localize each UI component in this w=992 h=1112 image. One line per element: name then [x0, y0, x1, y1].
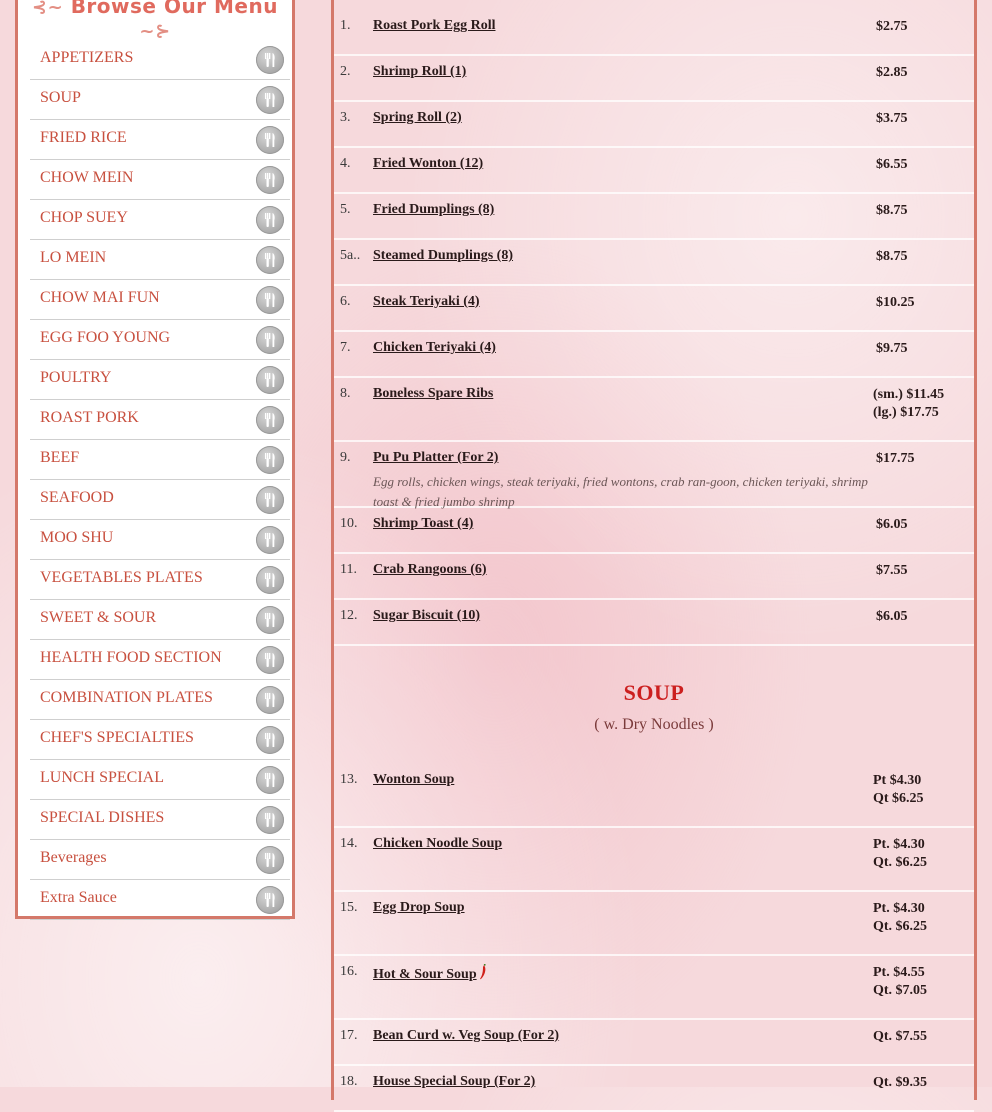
- category-label[interactable]: FRIED RICE: [40, 129, 127, 146]
- menu-item: [334, 508, 974, 554]
- menu-item: [334, 764, 974, 828]
- fork-knife-icon: [256, 726, 284, 754]
- fork-knife-icon: [256, 166, 284, 194]
- category-item[interactable]: [30, 560, 290, 600]
- category-label[interactable]: BEEF: [40, 449, 80, 466]
- fork-knife-icon: [256, 486, 284, 514]
- section-title-soup: SOUP: [623, 680, 685, 705]
- menu-item: [334, 828, 974, 892]
- item-number: 11.: [340, 562, 357, 577]
- appetizers-list: [334, 10, 974, 646]
- menu-item: [334, 378, 974, 442]
- category-label[interactable]: Beverages: [40, 849, 107, 866]
- fork-knife-icon: [256, 206, 284, 234]
- item-name-link[interactable]: Crab Rangoons (6): [373, 562, 487, 577]
- category-item[interactable]: [30, 800, 290, 840]
- item-number: 18.: [340, 1074, 358, 1089]
- category-label[interactable]: POULTRY: [40, 369, 112, 386]
- item-name-link[interactable]: Shrimp Toast (4): [373, 516, 474, 531]
- menu-item: [334, 148, 974, 194]
- category-item[interactable]: [30, 360, 290, 400]
- menu-item: [334, 554, 974, 600]
- item-name-link[interactable]: Chicken Teriyaki (4): [373, 340, 496, 355]
- item-number: 17.: [340, 1028, 358, 1043]
- category-list: [30, 40, 290, 920]
- category-item[interactable]: [30, 640, 290, 680]
- item-name-link[interactable]: Egg Drop Soup: [373, 900, 465, 915]
- fork-knife-icon: [256, 86, 284, 114]
- item-price: $6.05: [876, 517, 908, 532]
- fork-knife-icon: [256, 886, 284, 914]
- item-price: $6.05: [876, 609, 908, 624]
- category-item[interactable]: [30, 520, 290, 560]
- fork-knife-icon: [256, 246, 284, 274]
- item-number: 15.: [340, 900, 358, 915]
- section-subtitle-soup: ( w. Dry Noodles ): [594, 716, 714, 733]
- item-number: 12.: [340, 608, 358, 623]
- item-name-link[interactable]: Shrimp Roll (1): [373, 64, 467, 79]
- category-item[interactable]: [30, 840, 290, 880]
- item-price: $3.75: [876, 111, 908, 126]
- category-label[interactable]: HEALTH FOOD SECTION: [40, 649, 222, 666]
- fork-knife-icon: [256, 846, 284, 874]
- fork-knife-icon: [256, 686, 284, 714]
- chili-pepper-icon: [479, 964, 487, 980]
- category-item[interactable]: [30, 720, 290, 760]
- category-item[interactable]: [30, 440, 290, 480]
- item-name-link[interactable]: Fried Wonton (12): [373, 156, 484, 171]
- flourish-left-icon: ⊰~: [32, 0, 64, 18]
- fork-knife-icon: [256, 646, 284, 674]
- item-price: Pt $4.30 Qt $6.25: [873, 773, 924, 806]
- item-number: 14.: [340, 836, 358, 851]
- category-item[interactable]: [30, 600, 290, 640]
- item-name-link[interactable]: Wonton Soup: [373, 772, 455, 787]
- category-item[interactable]: [30, 280, 290, 320]
- menu-item: [334, 892, 974, 956]
- item-name-link[interactable]: Hot & Sour Soup: [373, 964, 487, 983]
- fork-knife-icon: [256, 46, 284, 74]
- fork-knife-icon: [256, 366, 284, 394]
- item-number: 4.: [340, 156, 351, 171]
- category-label[interactable]: SEAFOOD: [40, 489, 114, 506]
- item-price: $8.75: [876, 203, 908, 218]
- item-number: 1.: [340, 18, 351, 33]
- item-name-link[interactable]: Boneless Spare Ribs: [373, 386, 494, 401]
- menu-item: [334, 286, 974, 332]
- item-number: 6.: [340, 294, 351, 309]
- category-item[interactable]: [30, 320, 290, 360]
- category-label[interactable]: LUNCH SPECIAL: [40, 769, 165, 786]
- item-price: $2.75: [876, 19, 908, 34]
- fork-knife-icon: [256, 526, 284, 554]
- category-item[interactable]: [30, 80, 290, 120]
- category-label[interactable]: MOO SHU: [40, 529, 114, 546]
- item-number: 13.: [340, 772, 358, 787]
- category-item[interactable]: [30, 200, 290, 240]
- soup-section-header: [334, 646, 974, 764]
- menu-item: [334, 10, 974, 56]
- menu-item: [334, 600, 974, 646]
- section-title-appetizers: [334, 0, 974, 10]
- fork-knife-icon: [256, 286, 284, 314]
- menu-item: [334, 194, 974, 240]
- category-item[interactable]: [30, 160, 290, 200]
- item-description: Egg rolls, chicken wings, steak teriyaki, fried wontons, crab ran-goon, chicken teriyaki, shrimp toast & fried jumbo shrimp: [373, 474, 868, 509]
- item-name-link[interactable]: Fried Dumplings (8): [373, 202, 495, 217]
- fork-knife-icon: [256, 566, 284, 594]
- category-label[interactable]: APPETIZERS: [40, 49, 134, 66]
- item-name-link[interactable]: Sugar Biscuit (10): [373, 608, 481, 623]
- fork-knife-icon: [256, 126, 284, 154]
- item-name-link[interactable]: Roast Pork Egg Roll: [373, 18, 496, 33]
- item-number: 16.: [340, 964, 358, 979]
- item-name-link[interactable]: House Special Soup (For 2): [373, 1074, 536, 1089]
- sidebar-title-text: Browse Our Menu: [70, 0, 278, 18]
- item-number: 7.: [340, 340, 351, 355]
- item-name-link[interactable]: Bean Curd w. Veg Soup (For 2): [373, 1028, 560, 1043]
- item-price: (sm.) $11.45 (lg.) $17.75: [873, 387, 945, 420]
- item-number: 9.: [340, 450, 351, 465]
- item-price: $2.85: [876, 65, 908, 80]
- item-price: Qt. $9.35: [873, 1075, 928, 1090]
- category-label[interactable]: ROAST PORK: [40, 409, 139, 426]
- item-name-link[interactable]: Chicken Noodle Soup: [373, 836, 503, 851]
- item-price: Qt. $7.55: [873, 1029, 928, 1044]
- category-label[interactable]: CHOP SUEY: [40, 209, 128, 226]
- menu-item: [334, 332, 974, 378]
- category-label[interactable]: CHOW MAI FUN: [40, 289, 160, 306]
- category-item[interactable]: [30, 680, 290, 720]
- category-label[interactable]: SWEET & SOUR: [40, 609, 157, 626]
- category-label[interactable]: CHOW MEIN: [40, 169, 134, 186]
- menu-panel: [331, 0, 977, 1100]
- fork-knife-icon: [256, 326, 284, 354]
- fork-knife-icon: [256, 806, 284, 834]
- category-item[interactable]: [30, 760, 290, 800]
- item-number: 2.: [340, 64, 351, 79]
- sidebar-title: [18, 0, 292, 42]
- menu-item: [334, 1066, 974, 1112]
- item-name-link[interactable]: Steak Teriyaki (4): [373, 294, 480, 309]
- item-number: 10.: [340, 516, 358, 531]
- item-price: Pt. $4.55 Qt. $7.05: [873, 965, 928, 998]
- item-number: 3.: [340, 110, 351, 125]
- item-price: Pt. $4.30 Qt. $6.25: [873, 901, 928, 934]
- category-item[interactable]: [30, 400, 290, 440]
- category-label[interactable]: SPECIAL DISHES: [40, 809, 165, 826]
- fork-knife-icon: [256, 766, 284, 794]
- category-label[interactable]: LO MEIN: [40, 249, 107, 266]
- item-price: Pt. $4.30 Qt. $6.25: [873, 837, 928, 870]
- fork-knife-icon: [256, 606, 284, 634]
- fork-knife-icon: [256, 406, 284, 434]
- item-name-link[interactable]: Pu Pu Platter (For 2): [373, 450, 499, 465]
- item-name-link[interactable]: Steamed Dumplings (8): [373, 248, 514, 263]
- category-item[interactable]: [30, 120, 290, 160]
- category-item[interactable]: [30, 240, 290, 280]
- flourish-right-icon: ~⊱: [139, 21, 171, 42]
- soup-list: [334, 764, 974, 1112]
- menu-item: [334, 56, 974, 102]
- category-label[interactable]: SOUP: [40, 89, 81, 106]
- category-label[interactable]: EGG FOO YOUNG: [40, 329, 171, 346]
- item-price: $17.75: [876, 451, 915, 466]
- menu-item: [334, 102, 974, 148]
- item-number: 5a..: [340, 248, 361, 263]
- item-number: 8.: [340, 386, 351, 401]
- menu-item: [334, 956, 974, 1020]
- item-price: $8.75: [876, 249, 908, 264]
- category-label[interactable]: CHEF'S SPECIALTIES: [40, 729, 194, 746]
- menu-item: [334, 1020, 974, 1066]
- item-price: $10.25: [876, 295, 915, 310]
- fork-knife-icon: [256, 446, 284, 474]
- item-price: $6.55: [876, 157, 908, 172]
- category-label[interactable]: VEGETABLES PLATES: [40, 569, 203, 586]
- category-item[interactable]: [30, 880, 290, 920]
- item-price: $7.55: [876, 563, 908, 578]
- menu-item: [334, 240, 974, 286]
- category-item[interactable]: [30, 480, 290, 520]
- item-number: 5.: [340, 202, 351, 217]
- menu-item: [334, 442, 974, 508]
- category-label[interactable]: Extra Sauce: [40, 889, 117, 906]
- item-name-link[interactable]: Spring Roll (2): [373, 110, 462, 125]
- category-item[interactable]: [30, 40, 290, 80]
- category-label[interactable]: COMBINATION PLATES: [40, 689, 213, 706]
- item-price: $9.75: [876, 341, 908, 356]
- category-sidebar: [15, 0, 295, 919]
